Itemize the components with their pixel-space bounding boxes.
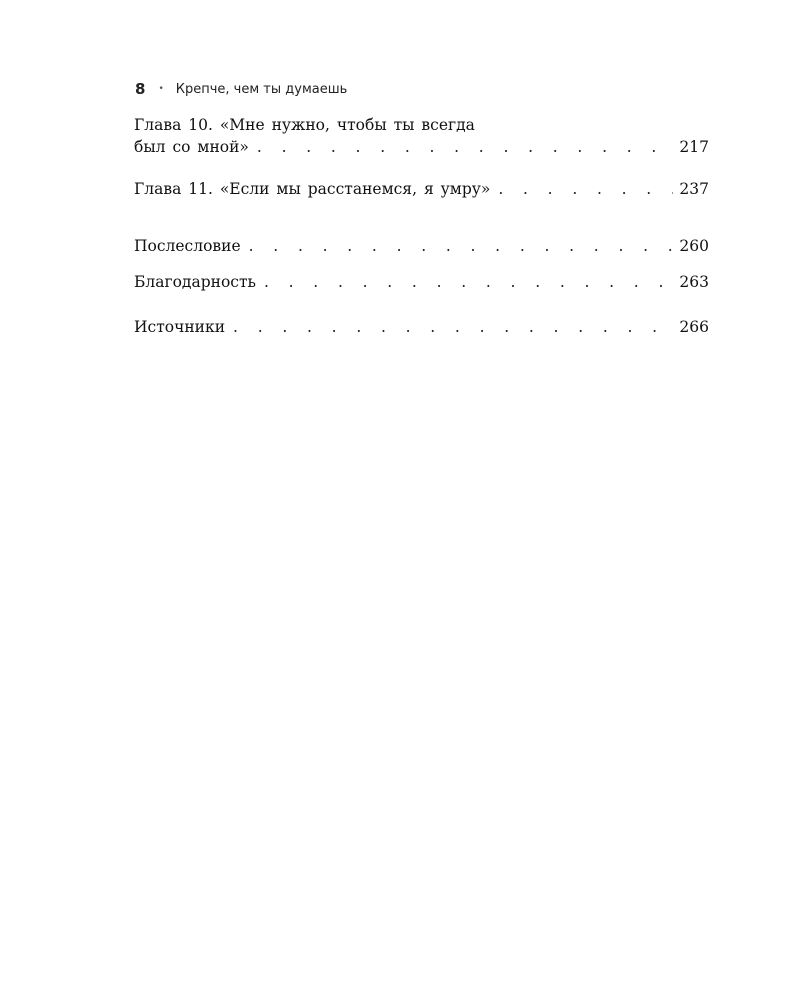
toc-entry-title: Послесловие	[134, 237, 241, 255]
table-of-contents	[134, 110, 709, 338]
toc-entry-page: 217	[679, 138, 709, 156]
toc-entry-page: 266	[679, 318, 709, 336]
toc-entry-page: 237	[679, 180, 709, 198]
book-title: Крепче, чем ты думаешь	[175, 81, 348, 97]
toc-entry-sources	[134, 316, 709, 338]
toc-entry-page: 260	[679, 237, 709, 255]
toc-entry-title-line1: Глава 10. «Мне нужно, чтобы ты всегда	[134, 116, 475, 134]
toc-entry-title: был со мной»	[134, 138, 249, 156]
toc-entry-title: Глава 11. «Если мы расстанемся, я умру»	[134, 180, 491, 198]
dot-leader	[498, 178, 673, 200]
dot-leader	[257, 136, 673, 158]
toc-entry-chapter-10	[134, 114, 709, 158]
bullet-separator: •	[158, 84, 164, 94]
dot-leader	[264, 271, 673, 293]
toc-entry-title: Благодарность	[134, 273, 256, 291]
toc-entry-afterword	[134, 235, 709, 257]
toc-entry-chapter-11	[134, 178, 709, 200]
dot-leader	[249, 235, 674, 257]
dot-leader	[233, 316, 673, 338]
running-header	[135, 80, 347, 98]
toc-entry-page: 263	[679, 273, 709, 291]
toc-entry-acknowledgements	[134, 271, 709, 293]
toc-entry-title: Источники	[134, 318, 226, 336]
page-number: 8	[135, 80, 146, 98]
